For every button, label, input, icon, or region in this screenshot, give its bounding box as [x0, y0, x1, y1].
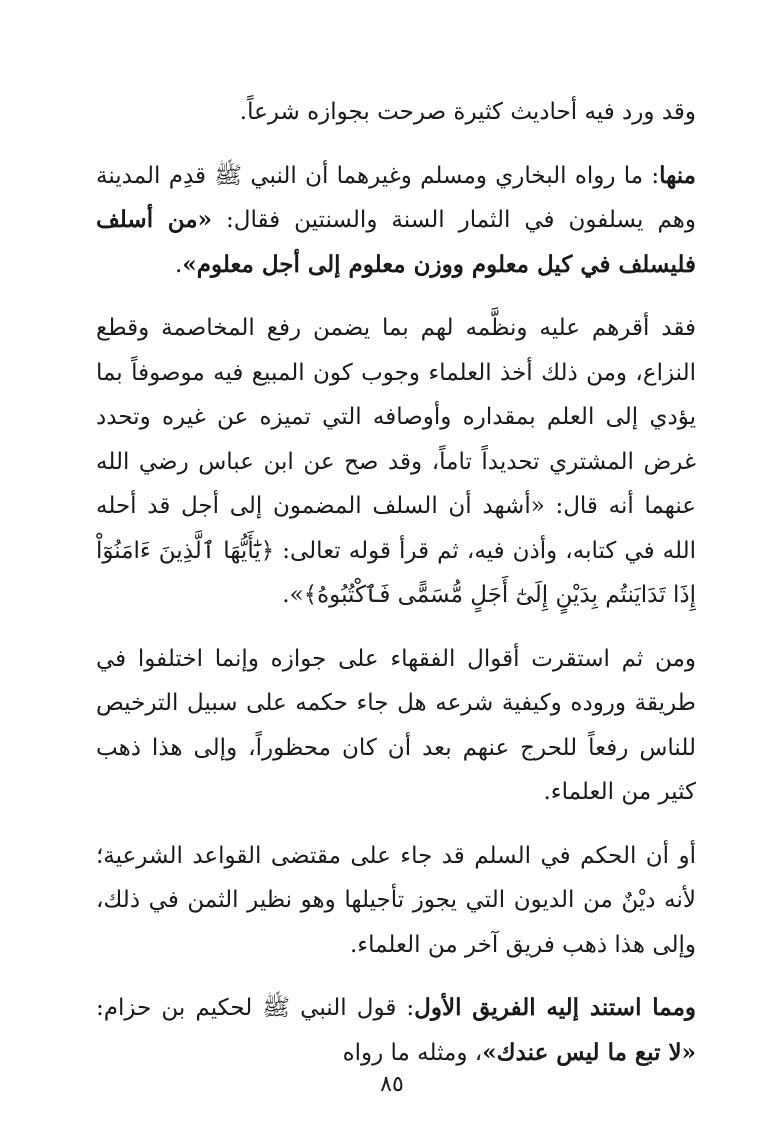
document-page: [96, 90, 696, 1075]
text-segment: ، ومثله ما رواه: [342, 1039, 483, 1066]
text-segment: فقد أقرهم عليه ونظَّمه لهم بما يضمن رفع المخاصمة وقطع النزاع، ومن ذلك أخذ العلماء وجوب كون المبيع فيه موصوفاً بما يؤدي إلى العلم بمقداره وأوصافه التي تميزه عن غيره وتحدد غرض المشتري تحديداً تاماً، وقد صح عن ابن عباس رضي الله عنهما أنه قال: «أشهد أن السلف المضمون إلى أجل قد أحله الله في كتابه، وأذن فيه، ثم قرأ قوله تعالى:: [96, 315, 696, 564]
text-segment: ومن ثم استقرت أقوال الفقهاء على جوازه وإنما اختلفوا في طريقة وروده وكيفية شرعه هل جاء حكمه على سبيل الترخيص للناس رفعاً للحرج عنهم بعد أن كان محظوراً، وإلى هذا ذهب كثير من العلماء.: [96, 645, 696, 805]
paragraph-2: [96, 154, 696, 288]
paragraph-3: [96, 306, 696, 618]
quran-verse: ﴿يَٰٓأَيُّهَا ٱلَّذِينَ ءَامَنُوٓاْ إِذَا تَدَايَنتُم بِدَيْنٍ إِلَىٰٓ أَجَلٍ مُّسَمًّى فَٱكْتُبُوهُ﴾: [96, 537, 696, 608]
text-segment: ».: [282, 582, 304, 608]
text-segment: : ما رواه البخاري ومسلم وغيرهما أن النبي ﷺ قدِم المدينة وهم يسلفون في الثمار السنة والسنتين فقال:: [96, 162, 696, 233]
hadith-quote: «لا تبع ما ليس عندك»: [482, 1038, 696, 1066]
paragraph-5: [96, 834, 696, 968]
text-segment: وقد ورد فيه أحاديث كثيرة صرحت بجوازه شرعاً.: [239, 99, 696, 125]
text-segment: .: [175, 251, 183, 278]
paragraph-6: [96, 986, 696, 1075]
bold-segment: ومما استند إليه الفريق الأول: [414, 994, 696, 1021]
text-segment: أو أن الحكم في السلم قد جاء على مقتضى القواعد الشرعية؛ لأنه ديْنٌ من الديون التي يجوز تأجيلها وهو نظير الثمن في ذلك، وإلى هذا ذهب فريق آخر من العلماء.: [96, 842, 696, 958]
text-segment: : قول النبي ﷺ لحكيم بن حزام:: [96, 995, 415, 1021]
bold-segment: منها: [659, 161, 696, 189]
hadith-quote: «من أسلف فليسلف في كيل معلوم ووزن معلوم إلى أجل معلوم»: [96, 206, 696, 278]
paragraph-1: [96, 90, 696, 135]
paragraph-4: [96, 637, 696, 815]
page-number: ٨٥: [380, 1072, 404, 1097]
